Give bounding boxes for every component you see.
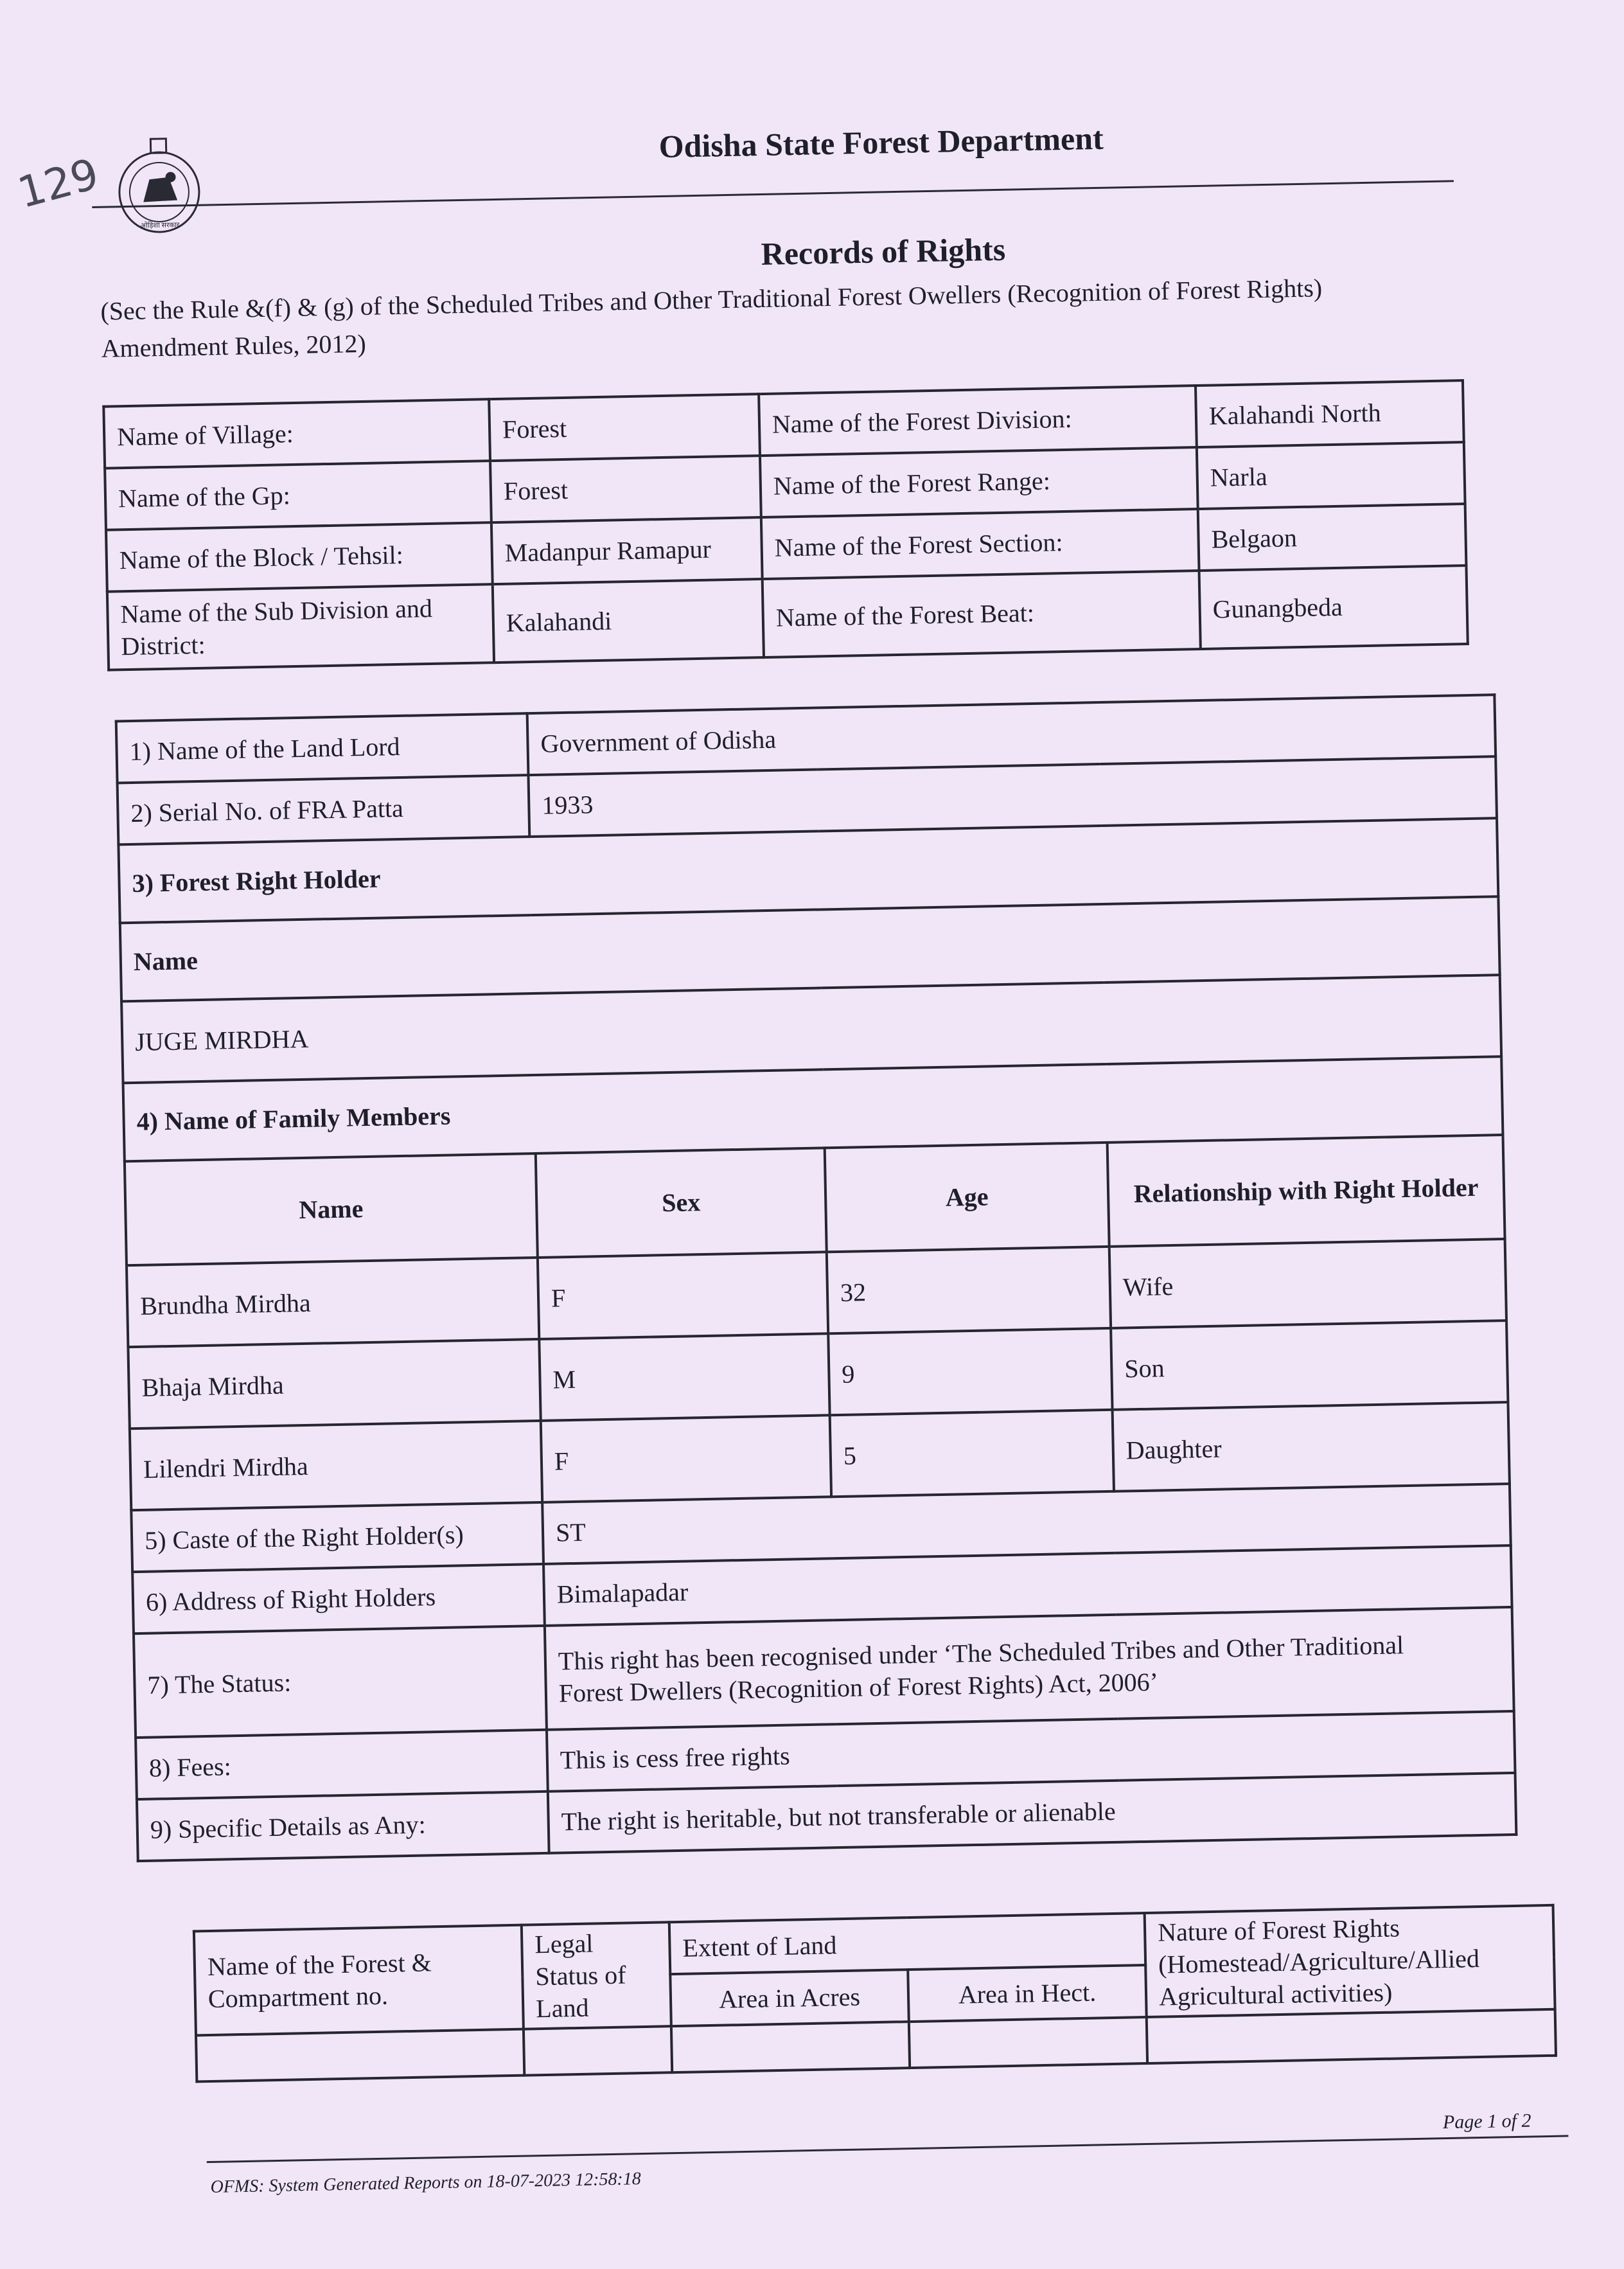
fees-label: 8) Fees: [136,1730,548,1799]
record-table [115,693,1518,1862]
land-col-hect: Area in Hect. [908,1965,1146,2022]
name-heading: Name [120,896,1500,1001]
division-label: Name of the Forest Division: [759,386,1197,456]
section-value: Belgaon [1198,504,1467,571]
land-col-acres: Area in Acres [670,1970,908,2026]
family-age: 5 [830,1410,1114,1497]
beat-label: Name of the Forest Beat: [763,571,1201,657]
subdivision-label: Name of the Sub Division and District: [107,584,494,670]
beat-value: Gunangbeda [1199,565,1468,649]
land-cell [671,2022,910,2072]
landlord-label: 1) Name of the Land Lord [116,713,529,783]
land-cell [909,2017,1147,2068]
land-col-nature: Nature of Forest Rights (Homestead/Agriculture/Allied Agricultural activities) [1145,1905,1555,2017]
serial-label: 2) Serial No. of FRA Patta [118,775,530,844]
odisha-emblem-icon [113,130,205,242]
family-col-age: Age [825,1143,1109,1252]
department-title: Odisha State Forest Department [658,120,1104,165]
family-name: Lilendri Mirdha [130,1421,542,1510]
division-value: Kalahandi North [1196,380,1464,447]
land-col-forest: Name of the Forest & Compartment no. [194,1925,524,2036]
range-label: Name of the Forest Range: [760,447,1198,517]
family-heading: 4) Name of Family Members [123,1056,1503,1161]
status-label: 7) The Status: [134,1626,547,1738]
land-col-extent: Extent of Land [669,1913,1145,1974]
details-label: 9) Specific Details as Any: [137,1792,549,1861]
status-line-2: Forest Dwellers (Recognition of Forest Rights) Act, 2006’ [558,1667,1159,1708]
family-relation: Son [1111,1321,1508,1410]
document-title: Records of Rights [761,231,1006,272]
land-cell [524,2026,672,2075]
block-value: Madanpur Ramapur [491,517,763,584]
family-relation: Wife [1109,1239,1506,1328]
status-line-1: This right has been recognised under ‘The Scheduled Tribes and Other Traditional [558,1630,1404,1676]
location-table [102,379,1469,672]
address-value: Bimalapadar [543,1545,1512,1626]
family-col-name: Name [125,1153,538,1265]
family-relation: Daughter [1113,1402,1510,1491]
block-label: Name of the Block / Tehsil: [106,522,493,592]
family-name: Bhaja Mirdha [128,1339,540,1428]
family-col-relation: Relationship with Right Holder [1108,1135,1505,1247]
land-cell [1147,2009,1556,2063]
caste-label: 5) Caste of the Right Holder(s) [131,1502,543,1572]
address-label: 6) Address of Right Holders [132,1564,545,1633]
header-rule [92,180,1454,208]
family-age: 32 [827,1247,1111,1333]
page-number: Page 1 of 2 [1442,2110,1531,2133]
family-sex: F [538,1252,828,1339]
gp-label: Name of the Gp: [105,461,491,530]
holder-heading: 3) Forest Right Holder [118,818,1498,923]
land-table [193,1904,1557,2083]
serial-value: 1933 [528,756,1497,837]
family-col-sex: Sex [536,1148,827,1258]
footer-rule [207,2135,1569,2163]
generated-stamp: OFMS: System Generated Reports on 18-07-2023 12:58:18 [210,2169,642,2198]
gp-value: Forest [490,456,761,522]
land-col-legal: Legal Status of Land [522,1922,671,2029]
range-value: Narla [1197,442,1465,509]
status-value [545,1607,1514,1730]
handwritten-number: 129 [12,148,104,218]
holder-name: JUGE MIRDHA [121,975,1501,1083]
village-label: Name of Village: [103,399,490,468]
family-sex: M [539,1333,829,1421]
emblem-caption: ओड़िशा सरकार [140,221,180,230]
family-age: 9 [828,1328,1112,1415]
fees-value: This is cess free rights [547,1711,1515,1792]
family-sex: F [541,1415,831,1502]
village-value: Forest [489,394,760,461]
landlord-value: Government of Odisha [527,695,1496,775]
caste-value: ST [542,1484,1511,1564]
document-subtitle: (Sec the Rule &(f) & (g) of the Scheduled Tribes and Other Traditional Forest Owellers (Recognition of Forest Rights) Amendment Rules, 2012) [100,273,1323,363]
details-value: The right is heritable, but not transferable or alienable [548,1773,1517,1853]
family-name: Brundha Mirdha [127,1258,539,1347]
subdivision-value: Kalahandi [493,579,764,663]
section-label: Name of the Forest Section: [761,509,1199,579]
land-cell [196,2029,524,2082]
